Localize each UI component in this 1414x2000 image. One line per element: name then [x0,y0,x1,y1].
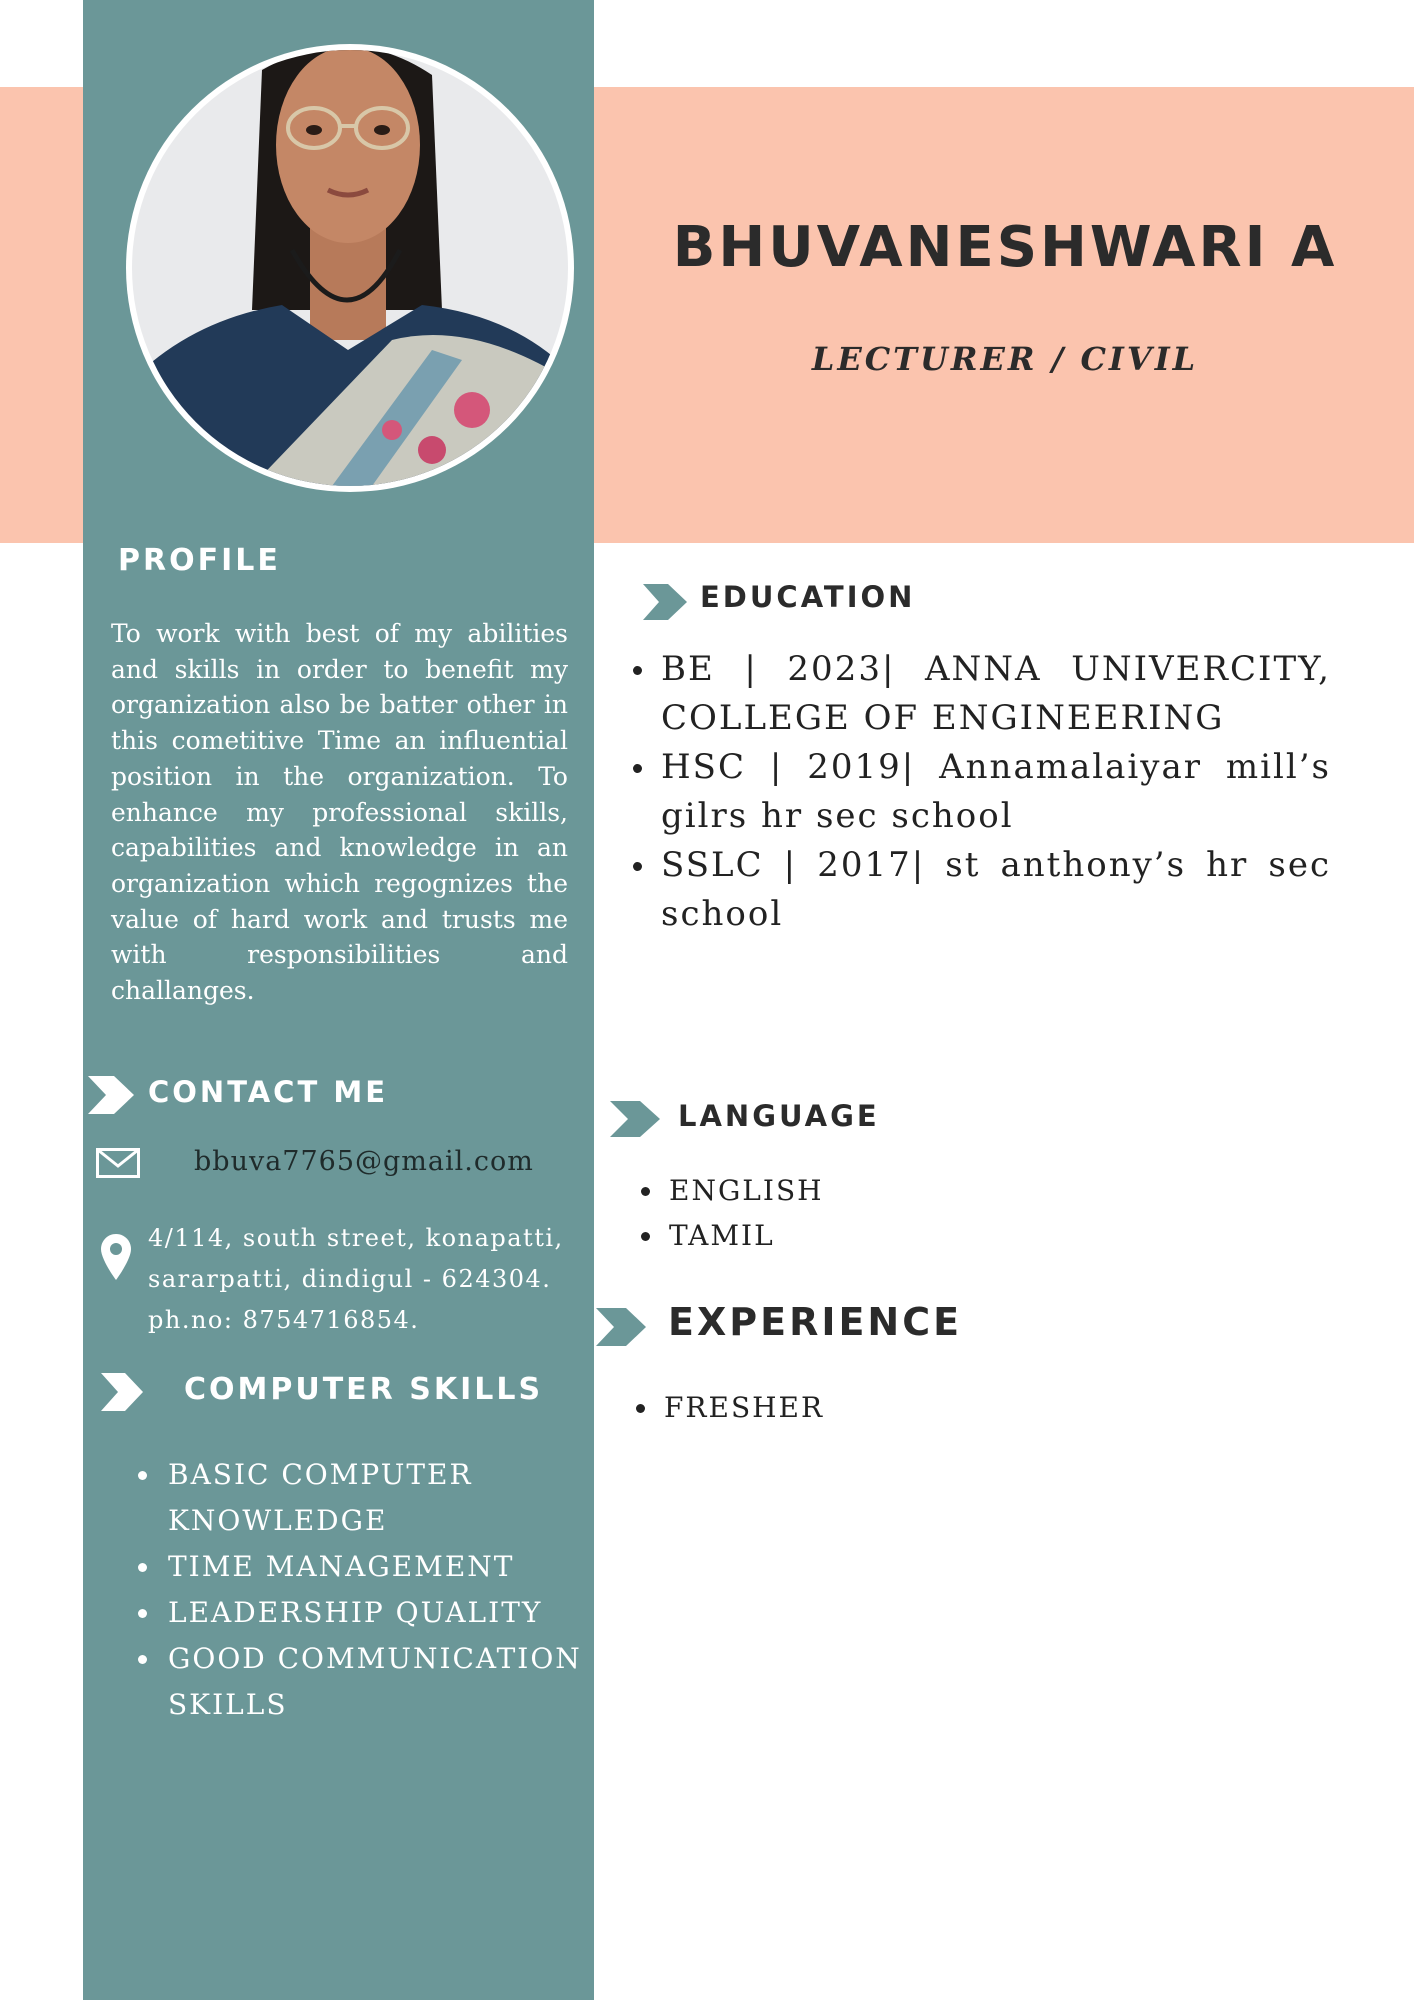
language-list [669,1168,1169,1258]
profile-heading: PROFILE [118,543,281,578]
contact-heading: CONTACT ME [148,1075,389,1109]
list-item: ENGLISH [669,1168,1169,1213]
list-item: FRESHER [664,1385,1164,1430]
education-heading: EDUCATION [700,580,916,614]
address-line: sararpatti, dindigul - 624304. [148,1265,552,1293]
list-item: HSC | 2019| Annamalaiyar mill’s gilrs hr sec school [661,743,1331,841]
computer-skills-heading: COMPUTER SKILLS [184,1372,544,1407]
profile-photo [132,50,568,486]
list-item: GOOD COMMUNICATION SKILLS [168,1636,588,1728]
phone-line: ph.no: 8754716854. [148,1306,420,1334]
chevron-right-icon [643,584,687,620]
person-name: BHUVANESHWARI A [672,215,1338,280]
language-heading: LANGUAGE [678,1099,880,1133]
education-list [661,645,1331,939]
address-line: 4/114, south street, konapatti, [148,1224,564,1252]
chevron-right-icon [101,1373,143,1411]
computer-skills-list [168,1452,588,1728]
list-item: BE | 2023| ANNA UNIVERCITY, COLLEGE OF ENGINEERING [661,645,1331,743]
experience-list [664,1385,1164,1430]
chevron-right-icon [88,1076,134,1114]
contact-address [148,1218,588,1341]
list-item: TAMIL [669,1213,1169,1258]
list-item: LEADERSHIP QUALITY [168,1590,588,1636]
list-item: TIME MANAGEMENT [168,1544,588,1590]
profile-text: To work with best of my abilities and skills in order to benefit my organization also be batter other in this cometitive Time an influential position in the organization. To enhance my professional skills, capabilities and knowledge in an organization which regognizes the value of hard work and trusts me with responsibilities and challanges. [111,619,568,1006]
chevron-right-icon [610,1101,660,1137]
experience-heading: EXPERIENCE [668,1300,963,1344]
chevron-right-icon [596,1308,646,1346]
contact-email[interactable]: bbuva7765@gmail.com [194,1146,534,1177]
mail-icon [96,1148,140,1178]
list-item: BASIC COMPUTER KNOWLEDGE [168,1452,588,1544]
list-item: SSLC | 2017| st anthony’s hr sec school [661,841,1331,939]
job-title: LECTURER / CIVIL [811,340,1199,378]
location-pin-icon [101,1234,131,1280]
